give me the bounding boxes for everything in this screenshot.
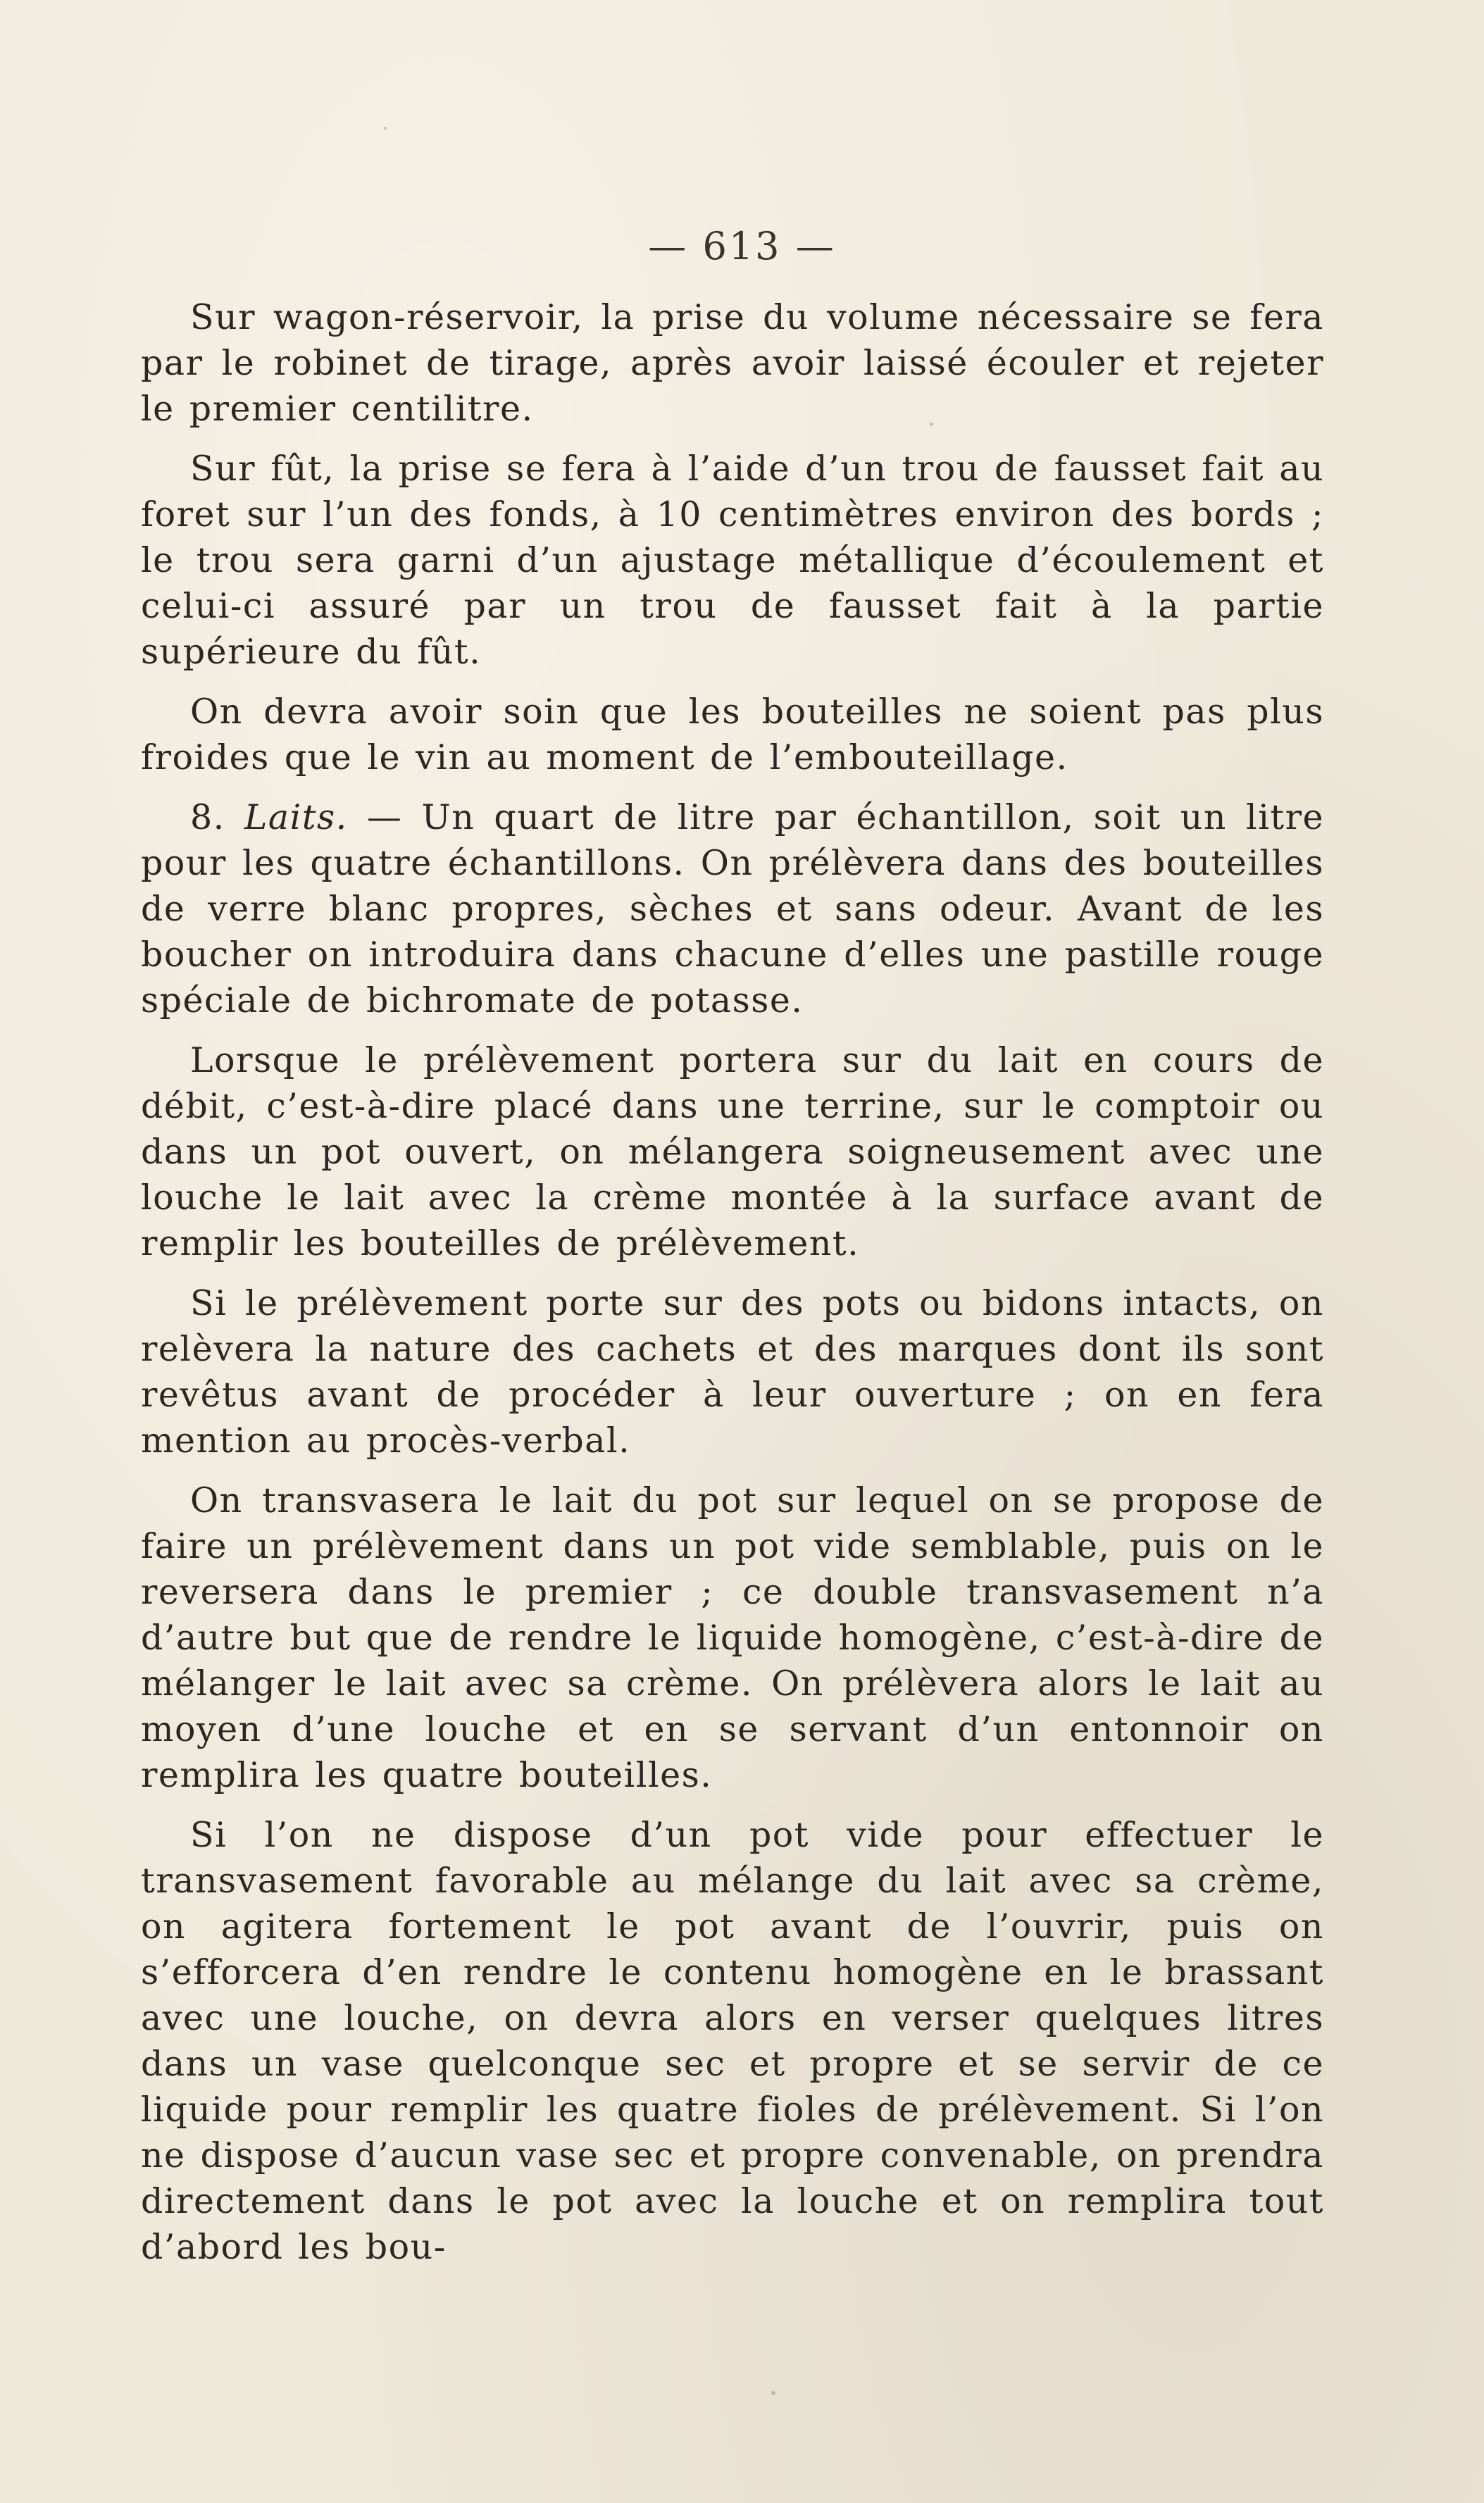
section-laits-text: — Un quart de litre par échantillon, soit un litre pour les quatre échantillons. On prélèvera dans des bouteilles de verre blanc propres, sèches et sans odeur. Avant de les boucher on introduira dans chacune d’elles une pastille rouge spéciale de bichromate de potasse.	[141, 797, 1324, 1020]
paper-speck	[771, 2391, 775, 2395]
body-text	[141, 294, 1324, 2284]
page-number: — 613 —	[648, 224, 836, 268]
paragraph-pots-intacts: Si le prélèvement porte sur des pots ou bidons intacts, on relèvera la nature des cachets et des marques dont ils sont revêtus avant de procéder à leur ouverture ; on en fera mention au procès-verbal.	[141, 1283, 1324, 1461]
section-number: 8.	[190, 797, 225, 837]
paragraph-fut: Sur fût, la prise se fera à l’aide d’un trou de fausset fait au foret sur l’un des fonds, à 10 centimètres environ des bords ; le trou sera garni d’un ajustage métallique d’écoulement et celui-ci assuré par un trou de fausset fait à la partie supérieure du fût.	[141, 449, 1324, 672]
paragraph-sans-pot-vide: Si l’on ne dispose d’un pot vide pour effectuer le transvasement favorable au mélange du lait avec sa crème, on agitera fortement le pot avant de l’ouvrir, puis on s’efforcera d’en rendre le contenu homogène en le brassant avec une louche, on devra alors en verser quelques litres dans un vase quelconque sec et propre et se servir de ce liquide pour remplir les quatre fioles de prélèvement. Si l’on ne dispose d’aucun vase sec et propre convenable, on prendra directement dans le pot avec la louche et on remplira tout d’abord les bou-	[141, 1815, 1324, 2267]
paragraph-laits	[141, 794, 1324, 1023]
paragraph-lait-en-cours-de-debit: Lorsque le prélèvement portera sur du lait en cours de débit, c’est-à-dire placé dans une terrine, sur le comptoir ou dans un pot ouvert, on mélangera soigneusement avec une louche le lait avec la crème montée à la surface avant de remplir les bouteilles de prélèvement.	[141, 1040, 1324, 1263]
paragraph-bouteilles-temperature: On devra avoir soin que les bouteilles ne soient pas plus froides que le vin au moment de l’embouteillage.	[141, 692, 1324, 778]
paragraph-wagon-reservoir: Sur wagon-réservoir, la prise du volume nécessaire se fera par le robinet de tirage, après avoir laissé écouler et rejeter le premier centilitre.	[141, 297, 1324, 429]
paragraph-transvasement: On transvasera le lait du pot sur lequel on se propose de faire un prélèvement dans un pot vide semblable, puis on le reversera dans le premier ; ce double transvasement n’a d’autre but que de rendre le liquide homogène, c’est-à-dire de mélanger le lait avec sa crème. On prélèvera alors le lait au moyen d’une louche et en se servant d’un entonnoir on remplira les quatre bouteilles.	[141, 1480, 1324, 1795]
paper-speck	[384, 127, 387, 130]
paper-speck	[930, 423, 933, 426]
section-title: Laits.	[244, 797, 348, 837]
